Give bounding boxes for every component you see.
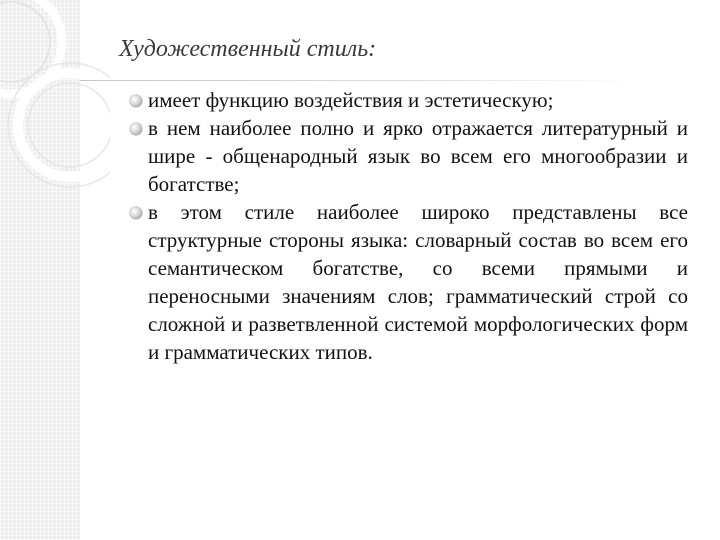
- bullet-item: [130, 114, 688, 198]
- bullet-item: [130, 198, 688, 366]
- bullet-dot-icon: [130, 95, 142, 107]
- bullet-text: имеет функцию воздействия и эстетическую;: [148, 88, 554, 112]
- title-divider: [80, 80, 640, 81]
- decorative-arcs: [0, 0, 110, 260]
- bullet-dot-icon: [130, 123, 142, 135]
- slide-title: Художественный стиль:: [119, 36, 377, 62]
- bullet-text: в этом стиле наиболее широко представлены все структурные стороны языка: словарный состав во всем его семантическом богатстве, со всеми прямыми и переносными значениям слов; грамматический строй со сложной и разветвленной системой морфологических форм и грамматических типов.: [148, 200, 688, 364]
- bullet-dot-icon: [130, 207, 142, 219]
- bullet-item: [130, 86, 688, 114]
- bullet-list: [130, 86, 688, 366]
- bullet-text: в нем наиболее полно и ярко отражается литературный и шире - общенародный язык во всем его многообразии и богатстве;: [148, 116, 688, 196]
